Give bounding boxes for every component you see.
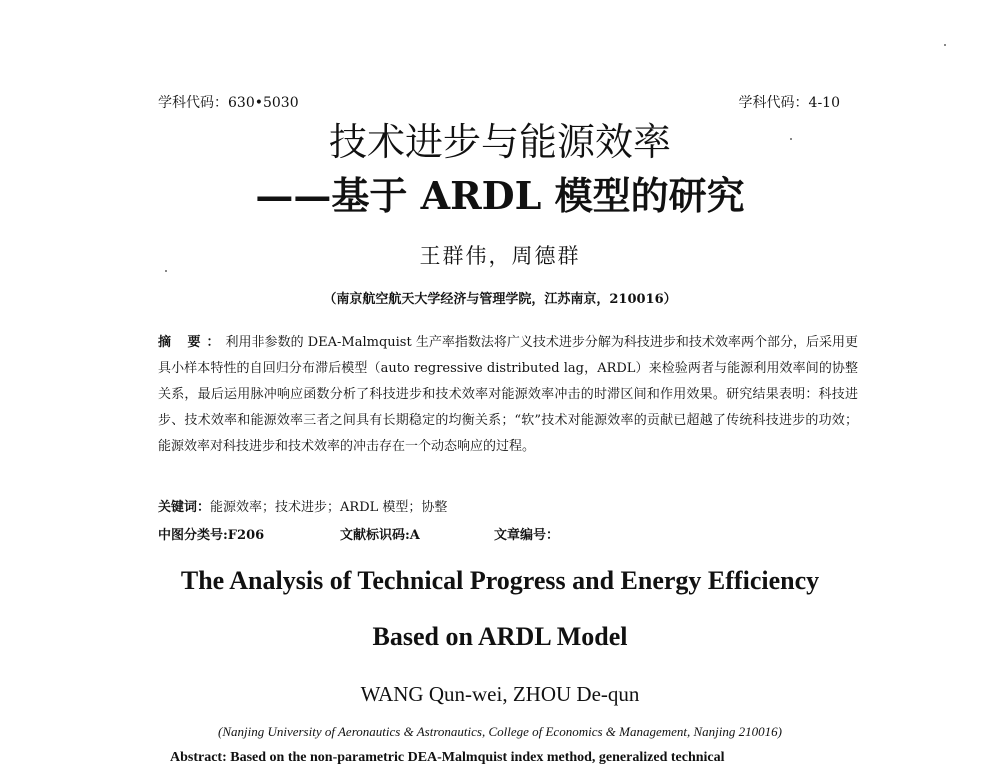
article-number: 文章编号：	[494, 528, 560, 543]
authors-cn: 王群伟，周德群	[419, 244, 581, 268]
abstract-cn	[158, 330, 858, 460]
paper-title-cn: 技术进步与能源效率	[328, 120, 671, 164]
subject-code-row	[158, 92, 840, 114]
affiliation-en: (Nanjing University of Aeronautics & Astronautics, College of Economics & Management, Nanjing 210016)	[217, 724, 782, 739]
keywords-text: 能源效率；技术进步；ARDL 模型；协整	[210, 500, 448, 515]
authors-en: WANG Qun-wei, ZHOU De-qun	[360, 682, 640, 706]
scan-speck	[944, 44, 946, 46]
paper-subtitle-cn: ——基于 ARDL 模型的研究	[255, 173, 745, 218]
abstract-en-partial: Abstract: Based on the non-parametric DEA-Malmquist index method, generalized technical	[170, 750, 725, 765]
clc-number: 中图分类号:F206	[158, 528, 265, 543]
abstract-text: 利用非参数的 DEA-Malmquist 生产率指数法将广义技术进步分解为科技进步和技术效率两个部分，后采用更具小样本特性的自回归分布滞后模型（auto regressive distributed lag，ARDL）来检验两者与能源利用效率间的协整关系，最后运用脉冲响应函数分析了科技进步和技术效率对能源效率冲击的时滞区间和作用效果。研究结果表明：科技进步、技术效率和能源效率三者之间具有长期稳定的均衡关系；“软”技术对能源效率的贡献已超越了传统科技进步的功效；能源效率对科技进步和技术效率的冲击存在一个动态响应的过程。	[158, 335, 858, 454]
subject-code-right: 学科代码：4-10	[738, 95, 840, 111]
keywords-label: 关键词：	[158, 500, 211, 515]
paper-title-en-line1: The Analysis of Technical Progress and Energy Efficiency	[180, 566, 820, 595]
subject-code-left: 学科代码：630•5030	[158, 95, 299, 111]
abstract-label: 摘 要：	[158, 335, 226, 350]
keywords-cn	[158, 496, 858, 520]
scan-speck	[165, 270, 167, 272]
affiliation-cn: （南京航空航天大学经济与管理学院，江苏南京，210016）	[323, 292, 677, 307]
document-code: 文献标识码:A	[340, 528, 420, 543]
paper-title-en-line2: Based on ARDL Model	[372, 622, 628, 651]
scan-speck	[790, 138, 792, 140]
classification-row	[158, 524, 858, 548]
